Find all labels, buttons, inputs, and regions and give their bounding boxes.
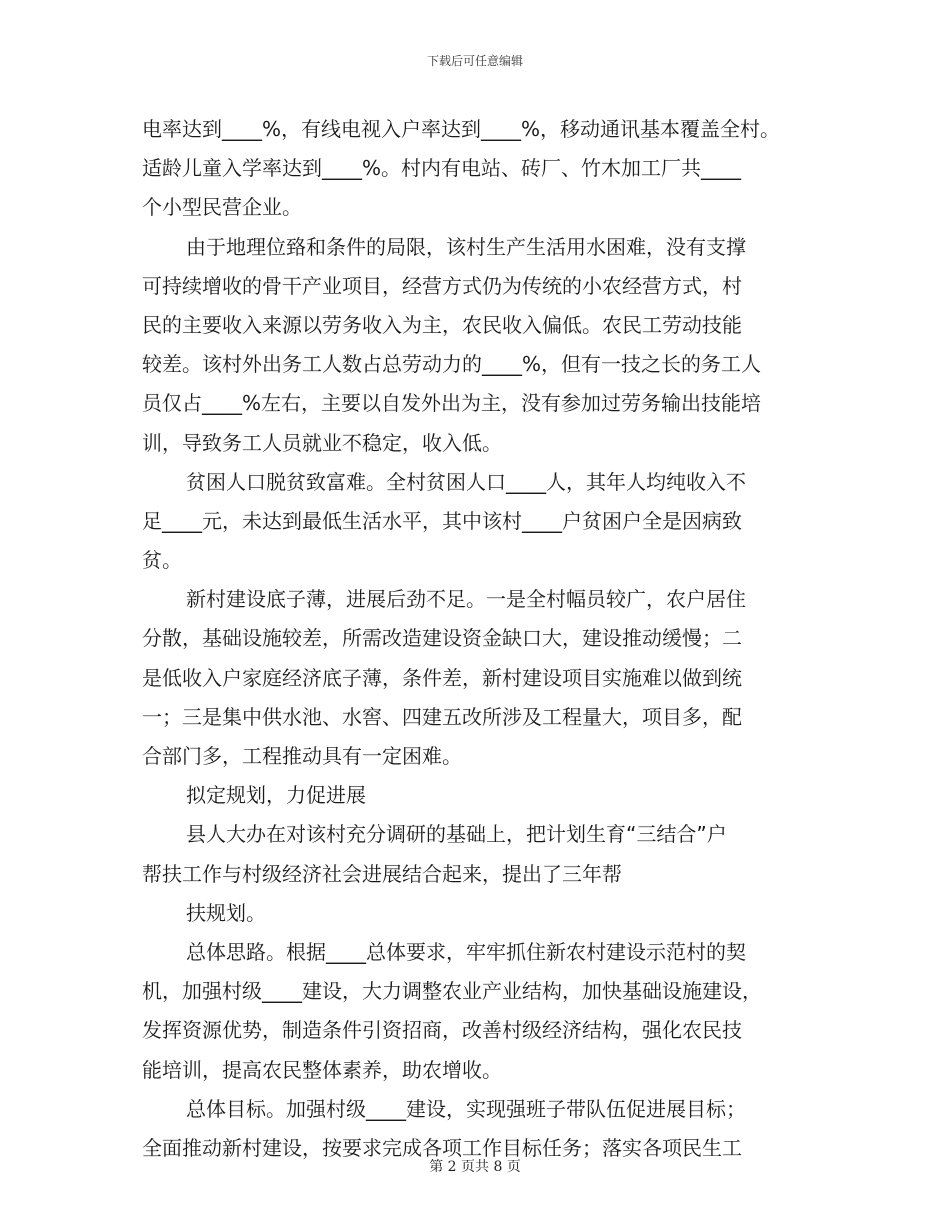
text-line: 县人大办在对该村充分调研的基础上，把计划生育“三结合”户: [186, 822, 727, 847]
text-line: 电率达到____%，有线电视入户率达到____%，移动通讯基本覆盖全村。: [142, 117, 781, 141]
page-header: 下载后可任意编辑: [426, 54, 523, 68]
section-heading: 拟定规划，力促进展: [186, 783, 366, 808]
text-line: 新村建设底子薄，进展后劲不足。一是全村幅员较广，农户居住: [186, 587, 746, 612]
text-line: 足____元，未达到最低生活水平，其中该村____户贫困户全是因病致: [142, 508, 742, 533]
text-line: 分散，基础设施较差，所需改造建设资金缺口大，建设推动缓慢；二: [142, 626, 742, 651]
text-line: 能培训，提高农民整体素养，助农增收。: [142, 1057, 502, 1082]
text-line: 由于地理位臵和条件的局限，该村生产生活用水困难，没有支撑: [186, 234, 746, 259]
text-line: 个小型民营企业。: [142, 195, 302, 220]
text-line: 贫。: [142, 548, 182, 573]
text-line: 机，加强村级____建设，大力调整农业产业结构，加快基础设施建设，: [142, 979, 762, 1004]
text-line: 扶规划。: [186, 900, 266, 925]
text-line: 总体思路。根据____总体要求，牢牢抓住新农村建设示范村的契: [186, 939, 746, 964]
text-line: 适龄儿童入学率达到____%。村内有电站、砖厂、竹木加工厂共____: [142, 156, 742, 181]
document-body: [142, 110, 804, 1168]
text-line: 民的主要收入来源以劳务收入为主，农民收入偏低。农民工劳动技能: [142, 312, 742, 337]
text-line: 帮扶工作与村级经济社会进展结合起来，提出了三年帮: [142, 861, 622, 886]
text-line: 贫困人口脱贫致富难。全村贫困人口____人，其年人均纯收入不: [186, 469, 746, 494]
text-line: 可持续增收的骨干产业项目，经营方式仍为传统的小农经营方式，村: [142, 273, 742, 298]
text-line: 一；三是集中供水池、水窖、四建五改所涉及工程量大，项目多，配: [142, 704, 742, 729]
text-line: 员仅占____%左右，主要以自发外出为主，没有参加过劳务输出技能培: [142, 391, 762, 416]
text-line: 较差。该村外出务工人数占总劳动力的____%，但有一技之长的务工人: [142, 352, 762, 377]
text-line: 是低收入户家庭经济底子薄，条件差，新村建设项目实施难以做到统: [142, 665, 742, 690]
text-line: 发挥资源优势，制造条件引资招商，改善村级经济结构，强化农民技: [142, 1018, 742, 1043]
text-line: 合部门多，工程推动具有一定困难。: [142, 744, 462, 768]
page-footer: 第 2 页共 8 页: [429, 1159, 521, 1175]
text-line: 训，导致务工人员就业不稳定，收入低。: [142, 430, 502, 455]
text-line: 总体目标。加强村级____建设，实现强班子带队伍促进展目标；: [186, 1096, 746, 1121]
text-line: 全面推动新村建设，按要求完成各项工作目标任务；落实各项民生工: [142, 1135, 742, 1160]
